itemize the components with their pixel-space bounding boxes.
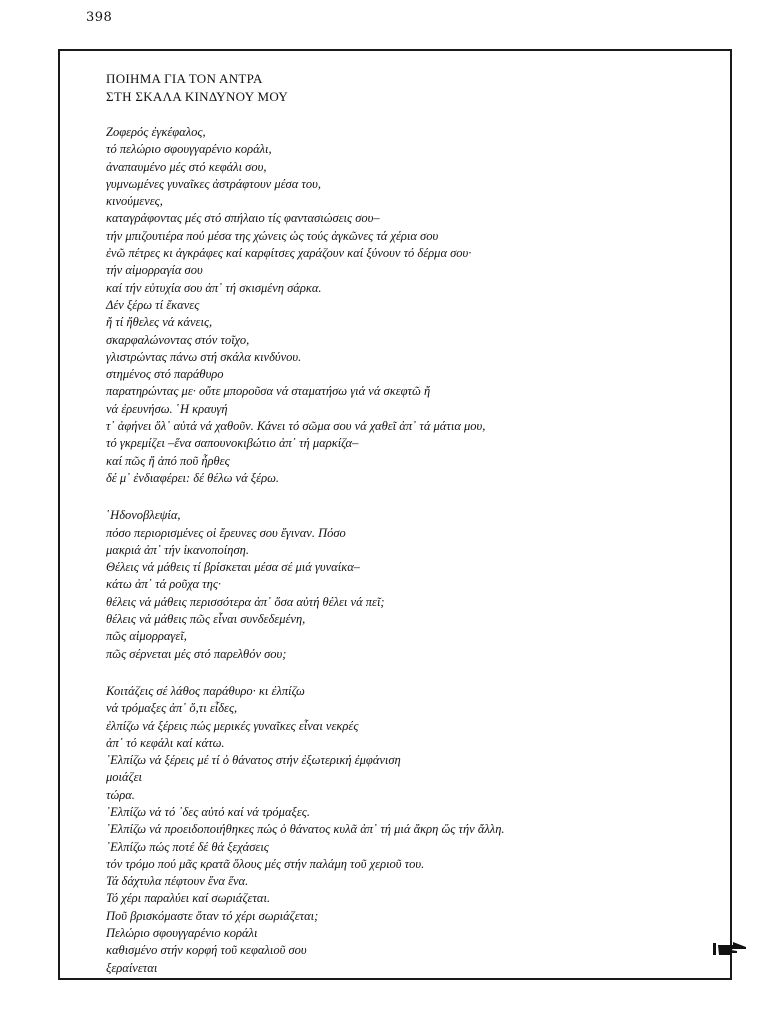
verse-line: Κοιτάζεις σέ λάθος παράθυρο· κι ἐλπίζω (106, 683, 305, 698)
page-number: 398 (86, 10, 113, 25)
verse-line: ᾿Ελπίζω νά τό ᾿δες αὐτό καί νά τρόμαξες. (106, 804, 310, 819)
verse-line: τήν μπιζουτιέρα πού μέσα της χώνεις ὡς τούς ἀγκῶνες τά χέρια σου (106, 228, 439, 243)
verse-line: ᾿Ελπίζω νά προειδοποιήθηκες πώς ὁ θάνατος κυλᾶ ἀπ᾿ τή μιά ἄκρη ὥς τήν ἄλλη. (106, 822, 505, 837)
verse-line: κάτω ἀπ᾿ τά ροῦχα της· (106, 577, 222, 592)
verse-line: στημένος στό παράθυρο (106, 367, 224, 382)
verse-line: θέλεις νά μάθεις περισσότερα ἀπ᾿ ὅσα αὐτή θέλει νά πεῖ; (106, 594, 385, 609)
verse-line: τήν αἱμορραγία σου (106, 263, 203, 278)
verse-line: γυμνωμένες γυναῖκες ἀστράφτουν μέσα του, (106, 176, 321, 191)
verse-line: ἤ τί ἤθελες νά κάνεις, (106, 315, 213, 330)
verse-line: ῾Ηδονοβλεψία, (106, 508, 181, 523)
verse-line: τό γκρεμίζει –ἕνα σαπουνοκιβώτιο ἀπ᾿ τή μαρκίζα– (106, 436, 359, 451)
verse-line: τ᾿ ἀφήνει ὅλ᾿ αὐτά νά χαθοῦν. Κάνει τό σῶμα σου νά χαθεῖ ἀπ᾿ τά μάτια μου, (106, 419, 486, 434)
title-line: ΣΤΗ ΣΚΑΛΑ ΚΙΝΔΥΝΟΥ ΜΟΥ (106, 89, 289, 104)
verse-line: καί τήν εὐτυχία σου ἀπ᾿ τή σκισμένη σάρκα. (106, 280, 322, 295)
poem-body (106, 124, 706, 977)
verse-line: Τό χέρι παραλύει καί σωριάζεται. (106, 891, 271, 906)
verse-line: κινούμενες, (106, 194, 163, 209)
verse-line: πῶς αἱμορραγεῖ, (106, 629, 187, 644)
verse-line: Πελώριο σφουγγαρένιο κοράλι (106, 926, 258, 941)
verse-line: ἀναπαυμένο μές στό κεφάλι σου, (106, 159, 267, 174)
verse-line: μακριά ἀπ᾿ τήν ἱκανοποίηση. (106, 542, 249, 557)
verse-line: μοιάζει (106, 770, 143, 785)
verse-line: ᾿Ελπίζω πώς ποτέ δέ θά ξεχάσεις (106, 839, 269, 854)
verse-line: Ποῦ βρισκόμαστε ὅταν τό χέρι σωριάζεται; (106, 908, 319, 923)
verse-line: θέλεις νά μάθεις πῶς εἶναι συνδεδεμένη, (106, 612, 306, 627)
verse-line: ἐλπίζω νά ξέρεις πώς μερικές γυναῖκες εἶναι νεκρές (106, 718, 359, 733)
verse-line: ἀπ᾿ τό κεφάλι καί κάτω. (106, 735, 225, 750)
poem-title (106, 70, 706, 106)
poem (106, 70, 706, 977)
verse-line: νά ἐρευνήσω. ῾Η κραυγή (106, 401, 228, 416)
verse-line: Θέλεις νά μάθεις τί βρίσκεται μέσα σέ μιά γυναίκα– (106, 560, 361, 575)
verse-line: ξεραίνεται (106, 960, 158, 975)
verse-line: τόν τρόμο πού μᾶς κρατᾶ ὅλους μές στήν παλάμη τοῦ χεριοῦ του. (106, 856, 425, 871)
verse-line: γλιστρώντας πάνω στή σκάλα κινδύνου. (106, 349, 302, 364)
stanza (106, 507, 706, 663)
verse-line: Τά δάχτυλα πέφτουν ἕνα ἕνα. (106, 874, 249, 889)
verse-line: ᾿Ελπίζω νά ξέρεις μέ τί ὁ θάνατος στήν ἐξωτερική ἐμφάνιση (106, 753, 401, 768)
verse-line: Δέν ξέρω τί ἔκανες (106, 297, 200, 312)
verse-line: Ζοφερός ἐγκέφαλος, (106, 125, 206, 139)
verse-line: τό πελώριο σφουγγαρένιο κοράλι, (106, 142, 272, 157)
verse-line: τώρα. (106, 787, 135, 802)
title-line: ΠΟΙΗΜΑ ΓΙΑ ΤΟΝ ΑΝΤΡΑ (106, 71, 263, 86)
verse-line: νά τρόμαξες ἀπ᾿ ὅ,τι εἶδες, (106, 701, 238, 716)
stanza (106, 124, 706, 487)
verse-line: πόσο περιορισμένες οἱ ἔρευνες σου ἔγιναν. Πόσο (106, 525, 346, 540)
verse-line: δέ μ᾿ ἐνδιαφέρει: δέ θέλω νά ξέρω. (106, 470, 280, 485)
verse-line: παρατηρώντας με· οὔτε μποροῦσα νά σταματήσω γιά νά σκεφτῶ ἤ (106, 384, 431, 399)
verse-line: καθισμένο στήν κορφή τοῦ κεφαλιοῦ σου (106, 943, 307, 958)
verse-line: σκαρφαλώνοντας στόν τοῖχο, (106, 332, 250, 347)
verse-line: καί πῶς ἤ ἀπό ποῦ ἦρθες (106, 453, 230, 468)
stanza (106, 683, 706, 977)
verse-line: ἐνῶ πέτρες κι ἀγκράφες καί καρφίτσες χαράζουν καί ξύνουν τό δέρμα σου· (106, 246, 472, 261)
verse-line: καταγράφοντας μές στό σπήλαιο τίς φαντασιώσεις σου– (106, 211, 380, 226)
pointing-hand-icon (713, 940, 747, 958)
verse-line: πῶς σέρνεται μές στό παρελθόν σου; (106, 646, 287, 661)
